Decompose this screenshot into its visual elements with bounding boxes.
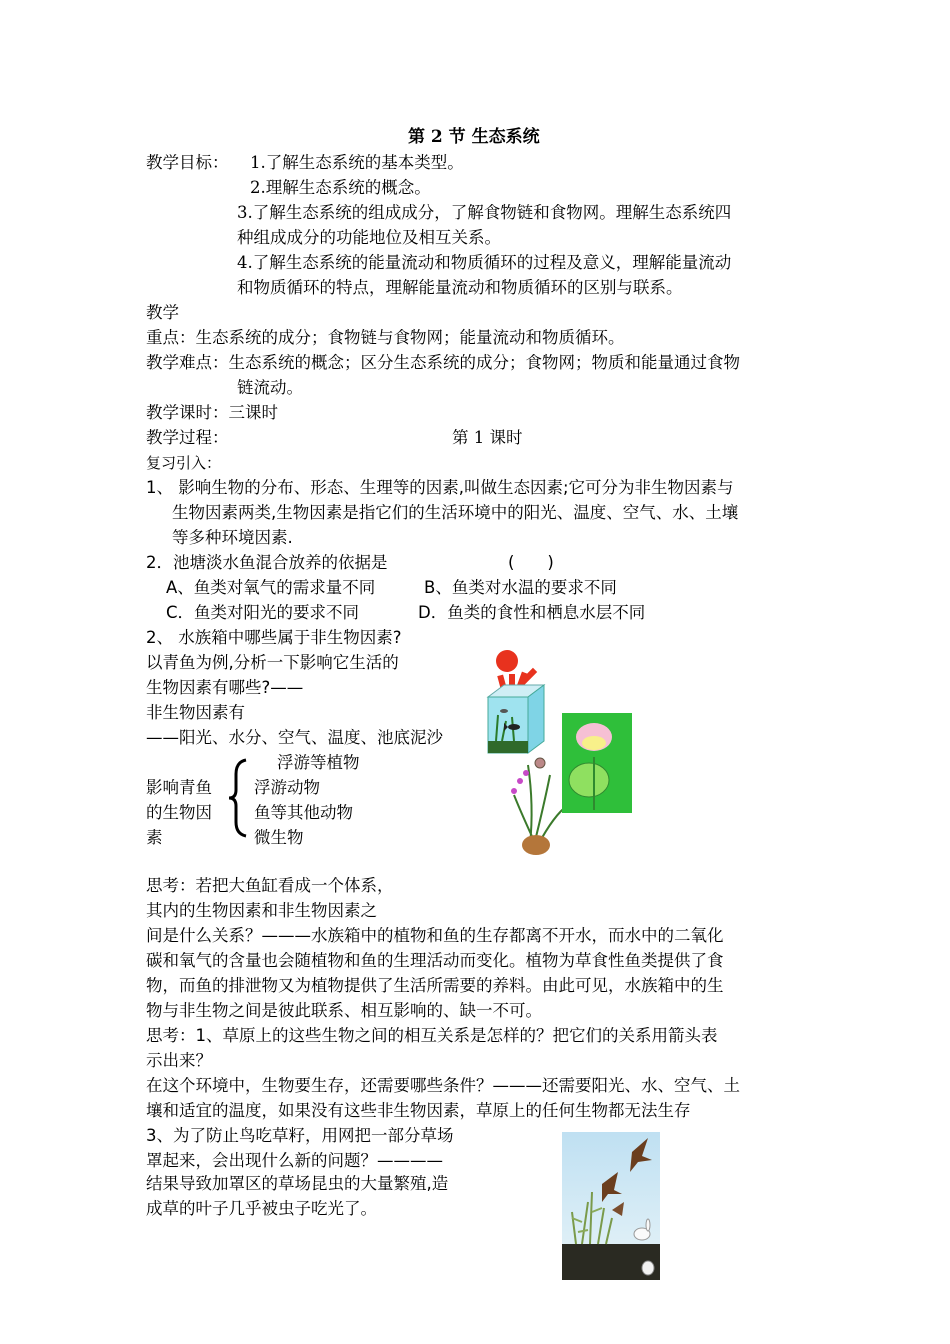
aquarium-illustration: [484, 645, 634, 860]
bio-left-1: 影响青鱼: [146, 778, 212, 797]
think1-line2: 其内的生物因素和非生物因素之: [146, 901, 377, 920]
review-q1c: 等多种环境因素.: [172, 528, 293, 547]
review-q2-bracket: ( ): [508, 553, 554, 572]
option-d: D．鱼类的食性和栖息水层不同: [418, 603, 646, 622]
think2-line2: 示出来？: [146, 1051, 212, 1070]
q3-line1: 3、为了防止鸟吃草籽，用网把一部分草场: [146, 1126, 454, 1145]
objective-3a: 3.了解生态系统的组成成分，了解食物链和食物网。理解生态系统四: [237, 203, 732, 222]
aquarium-line2: 生物因素有哪些?——: [146, 678, 304, 697]
key-points: 重点：生态系统的成分；食物链与食物网；能量流动和物质循环。: [146, 328, 625, 347]
objective-4b: 和物质循环的特点，理解能量流动和物质循环的区别与联系。: [237, 278, 683, 297]
objective-2: 2.理解生态系统的概念。: [250, 178, 431, 197]
think2-line1: 思考：1、草原上的这些生物之间的相互关系是怎样的？把它们的关系用箭头表: [146, 1026, 718, 1045]
aquarium-line3: 非生物因素有: [146, 703, 245, 722]
review-q2: 2．池塘淡水鱼混合放养的依据是: [146, 553, 388, 572]
grassland-birds-illustration: [562, 1132, 660, 1280]
session-label: 第 1 课时: [452, 428, 523, 447]
think1-line4: 碳和氧气的含量也会随植物和鱼的生理活动而变化。植物为草食性鱼类提供了食: [146, 951, 724, 970]
objective-3b: 种组成成分的功能地位及相互关系。: [237, 228, 501, 247]
aquarium-line4: ——阳光、水分、空气、温度、池底泥沙: [146, 728, 443, 747]
think1-line5: 物，而鱼的排泄物又为植物提供了生活所需要的养料。由此可见，水族箱中的生: [146, 976, 724, 995]
think1-line3: 间是什么关系？———水族箱中的植物和鱼的生存都离不开水，而水中的二氧化: [146, 926, 724, 945]
option-a: A、鱼类对氧气的需求量不同: [166, 578, 376, 597]
option-b: B、鱼类对水温的要求不同: [424, 578, 617, 597]
bio-left-2: 的生物因: [146, 803, 212, 822]
teaching-hours: 教学课时：三课时: [146, 403, 278, 422]
objective-1: 1.了解生态系统的基本类型。: [250, 153, 464, 172]
option-c: C．鱼类对阳光的要求不同: [166, 603, 360, 622]
bio-left-3: 素: [146, 828, 163, 847]
aquarium-question: 2、 水族箱中哪些属于非生物因素?: [146, 628, 402, 647]
review-label: 复习引入：: [146, 454, 222, 472]
q3-line3: 结果导致加罩区的草场昆虫的大量繁殖,造: [146, 1174, 449, 1193]
page-title: 第 2 节 生态系统: [408, 127, 540, 147]
think1-line1: 思考：若把大鱼缸看成一个体系，: [146, 876, 394, 895]
bio-factor-2: 浮游动物: [254, 778, 320, 797]
review-q1a: 1、 影响生物的分布、形态、生理等的因素,叫做生态因素;它可分为非生物因素与: [146, 478, 734, 497]
aquarium-line1: 以青鱼为例,分析一下影响它生活的: [146, 653, 399, 672]
bio-factor-1: 浮游等植物: [277, 753, 360, 772]
think1-line6: 物与非生物之间是彼此联系、相互影响的、缺一不可。: [146, 1001, 542, 1020]
think2-line4: 壤和适宜的温度，如果没有这些非生物因素，草原上的任何生物都无法生存: [146, 1101, 691, 1120]
bio-factor-3: 鱼等其他动物: [254, 803, 353, 822]
objectives-label: 教学目标：: [146, 153, 229, 172]
review-q1b: 生物因素两类,生物因素是指它们的生活环境中的阳光、温度、空气、水、土壤: [172, 503, 739, 522]
objective-4a: 4.了解生态系统的能量流动和物质循环的过程及意义，理解能量流动: [237, 253, 732, 272]
key-points-label: 教学: [146, 303, 179, 322]
difficulties-line2: 链流动。: [237, 378, 303, 397]
q3-line2: 罩起来，会出现什么新的问题？————: [146, 1151, 443, 1170]
bio-factor-4: 微生物: [254, 828, 304, 847]
difficulties-line1: 教学难点：生态系统的概念；区分生态系统的成分；食物网；物质和能量通过食物: [146, 353, 740, 372]
curly-brace-icon: [226, 758, 252, 838]
think2-line3: 在这个环境中，生物要生存，还需要哪些条件？———还需要阳光、水、空气、土: [146, 1076, 740, 1095]
process-label: 教学过程：: [146, 428, 229, 447]
q3-line4: 成草的叶子几乎被虫子吃光了。: [146, 1199, 377, 1218]
